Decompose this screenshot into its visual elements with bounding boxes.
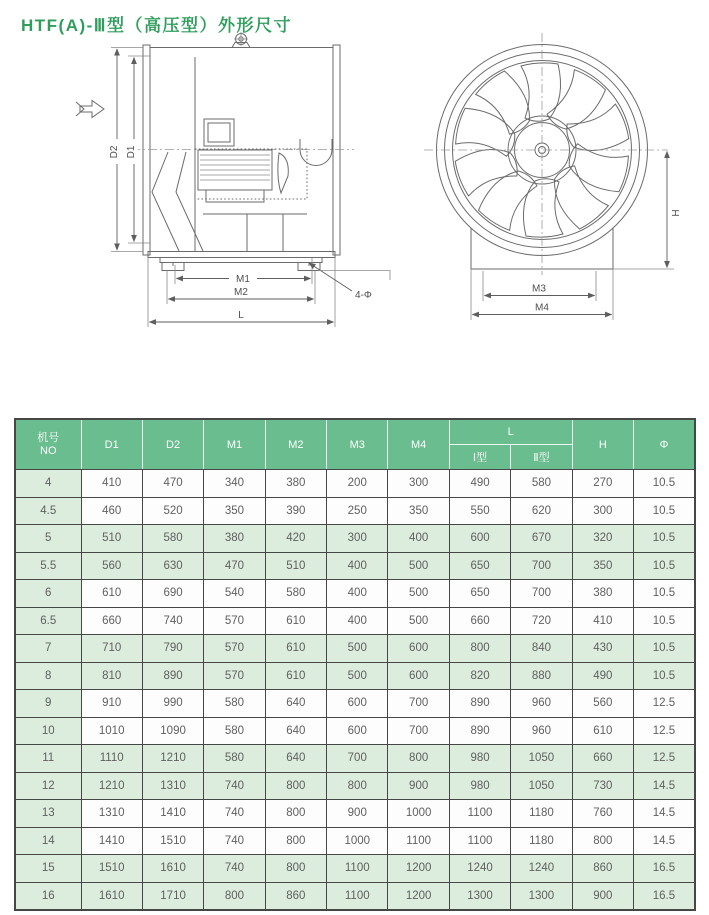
cell-fan-no: 8 [15,662,81,690]
cell-dimension: 890 [449,690,510,718]
cell-dimension: 10.5 [634,607,695,635]
cell-dimension: 250 [327,497,388,525]
cell-dimension: 300 [388,470,449,498]
airflow-arrow-icon [76,101,104,118]
header-d1: D1 [81,419,142,470]
cell-dimension: 610 [265,635,326,663]
header-m1: M1 [204,419,265,470]
cell-dimension: 500 [327,662,388,690]
cell-dimension: 610 [265,607,326,635]
cell-dimension: 600 [388,635,449,663]
cell-fan-no: 4 [15,470,81,498]
cell-dimension: 1510 [81,855,142,883]
cell-dimension: 1100 [327,882,388,910]
cell-dimension: 800 [265,855,326,883]
cell-dimension: 600 [327,717,388,745]
dim-label-m4: M4 [535,302,549,314]
cell-dimension: 12.5 [634,745,695,773]
cell-dimension: 1610 [142,855,203,883]
header-no: 机号 NO [15,419,81,470]
cell-dimension: 1100 [388,827,449,855]
cell-dimension: 1310 [142,772,203,800]
cell-dimension: 490 [572,662,633,690]
cell-dimension: 690 [142,580,203,608]
cell-dimension: 580 [265,580,326,608]
cell-dimension: 570 [204,662,265,690]
header-l: L [449,419,572,445]
cell-dimension: 740 [204,827,265,855]
header-m3: M3 [327,419,388,470]
cell-dimension: 1180 [511,800,572,828]
cell-dimension: 1200 [388,882,449,910]
dim-label-m2: M2 [234,287,248,298]
front-view-drawing [424,33,682,320]
cell-fan-no: 12 [15,772,81,800]
cell-dimension: 10.5 [634,662,695,690]
table-row [15,717,695,745]
cell-dimension: 400 [327,607,388,635]
table-row [15,772,695,800]
header-l-type2: Ⅱ型 [511,445,572,470]
cell-dimension: 660 [81,607,142,635]
cell-dimension: 410 [572,607,633,635]
cell-fan-no: 5.5 [15,552,81,580]
cell-dimension: 1100 [327,855,388,883]
cell-dimension: 1410 [81,827,142,855]
table-row [15,827,695,855]
table-row [15,470,695,498]
cell-dimension: 1200 [388,855,449,883]
cell-dimension: 760 [572,800,633,828]
cell-fan-no: 6.5 [15,607,81,635]
cell-dimension: 610 [81,580,142,608]
dim-label-d1: D1 [126,145,137,159]
cell-dimension: 860 [572,855,633,883]
cell-dimension: 740 [204,855,265,883]
cell-dimension: 580 [142,525,203,553]
cell-dimension: 400 [388,525,449,553]
cell-dimension: 10.5 [634,635,695,663]
cell-dimension: 900 [327,800,388,828]
cell-dimension: 1610 [81,882,142,910]
cell-dimension: 460 [81,497,142,525]
header-phi: Φ [634,419,695,470]
table-row [15,552,695,580]
cell-fan-no: 6 [15,580,81,608]
cell-dimension: 740 [204,800,265,828]
cell-dimension: 10.5 [634,497,695,525]
lifting-eye-icon [232,32,250,48]
cell-dimension: 700 [388,717,449,745]
cell-dimension: 560 [572,690,633,718]
cell-dimension: 380 [204,525,265,553]
cell-dimension: 890 [142,662,203,690]
cell-dimension: 1090 [142,717,203,745]
cell-dimension: 390 [265,497,326,525]
cell-dimension: 800 [388,745,449,773]
header-l-type1: Ⅰ型 [449,445,510,470]
cell-dimension: 720 [511,607,572,635]
table-row [15,497,695,525]
table-row [15,745,695,773]
cell-fan-no: 10 [15,717,81,745]
cell-dimension: 1300 [449,882,510,910]
cell-dimension: 700 [388,690,449,718]
cell-dimension: 510 [81,525,142,553]
table-row [15,855,695,883]
cell-dimension: 1710 [142,882,203,910]
cell-dimension: 550 [449,497,510,525]
cell-dimension: 500 [388,580,449,608]
cell-dimension: 800 [204,882,265,910]
cell-dimension: 340 [204,470,265,498]
cell-dimension: 1110 [81,745,142,773]
cell-dimension: 470 [204,552,265,580]
table-row [15,580,695,608]
cell-dimension: 520 [142,497,203,525]
cell-dimension: 790 [142,635,203,663]
cell-dimension: 270 [572,470,633,498]
dimension-table [14,418,696,911]
cell-dimension: 1100 [449,800,510,828]
cell-fan-no: 13 [15,800,81,828]
cell-dimension: 800 [572,827,633,855]
table-row [15,800,695,828]
cell-dimension: 600 [388,662,449,690]
cell-dimension: 400 [327,580,388,608]
cell-dimension: 14.5 [634,800,695,828]
cell-dimension: 630 [142,552,203,580]
cell-dimension: 510 [265,552,326,580]
cell-dimension: 300 [572,497,633,525]
cell-dimension: 1050 [511,745,572,773]
cell-dimension: 1010 [81,717,142,745]
cell-dimension: 670 [511,525,572,553]
cell-dimension: 1210 [81,772,142,800]
cell-dimension: 800 [265,772,326,800]
dim-label-h: H [671,209,682,217]
cell-dimension: 560 [81,552,142,580]
cell-dimension: 650 [449,552,510,580]
cell-dimension: 860 [265,882,326,910]
technical-drawing [0,0,709,375]
cell-fan-no: 7 [15,635,81,663]
cell-dimension: 12.5 [634,717,695,745]
cell-dimension: 980 [449,745,510,773]
cell-dimension: 990 [142,690,203,718]
cell-dimension: 1240 [449,855,510,883]
cell-dimension: 1000 [327,827,388,855]
cell-fan-no: 4.5 [15,497,81,525]
cell-dimension: 960 [511,690,572,718]
cell-dimension: 600 [449,525,510,553]
cell-dimension: 490 [449,470,510,498]
cell-dimension: 840 [511,635,572,663]
table-row [15,635,695,663]
cell-dimension: 1240 [511,855,572,883]
cell-dimension: 570 [204,635,265,663]
cell-dimension: 500 [388,607,449,635]
cell-dimension: 740 [142,607,203,635]
cell-dimension: 710 [81,635,142,663]
cell-dimension: 1300 [511,882,572,910]
cell-dimension: 320 [572,525,633,553]
cell-dimension: 470 [142,470,203,498]
cell-dimension: 1310 [81,800,142,828]
dimension-table-body [15,470,695,911]
header-d2: D2 [142,419,203,470]
header-m4: M4 [388,419,449,470]
cell-dimension: 660 [449,607,510,635]
cell-dimension: 300 [327,525,388,553]
cell-dimension: 820 [449,662,510,690]
motor-fins [200,155,270,180]
cell-fan-no: 15 [15,855,81,883]
cell-dimension: 1050 [511,772,572,800]
cell-dimension: 16.5 [634,882,695,910]
cell-dimension: 700 [511,580,572,608]
cell-dimension: 400 [327,552,388,580]
cell-dimension: 1210 [142,745,203,773]
cell-dimension: 12.5 [634,690,695,718]
cell-dimension: 1000 [388,800,449,828]
holes-label: 4-Φ [355,290,372,301]
cell-dimension: 200 [327,470,388,498]
cell-dimension: 1100 [449,827,510,855]
cell-fan-no: 16 [15,882,81,910]
cell-dimension: 800 [327,772,388,800]
header-m2: M2 [265,419,326,470]
cell-dimension: 500 [388,552,449,580]
cell-dimension: 14.5 [634,772,695,800]
table-row [15,525,695,553]
cell-dimension: 580 [204,690,265,718]
dim-label-m3: M3 [532,283,546,295]
cell-dimension: 900 [388,772,449,800]
cell-dimension: 810 [81,662,142,690]
cell-dimension: 700 [327,745,388,773]
cell-dimension: 410 [81,470,142,498]
cell-dimension: 380 [572,580,633,608]
page-title: HTF(A)-Ⅲ型（高压型）外形尺寸 [21,16,293,35]
cell-dimension: 980 [449,772,510,800]
cell-dimension: 580 [511,470,572,498]
cell-dimension: 880 [511,662,572,690]
cell-dimension: 10.5 [634,552,695,580]
cell-dimension: 700 [511,552,572,580]
cell-dimension: 890 [449,717,510,745]
cell-fan-no: 14 [15,827,81,855]
cell-dimension: 14.5 [634,827,695,855]
side-view-drawing [76,32,390,327]
cell-dimension: 730 [572,772,633,800]
cell-dimension: 610 [265,662,326,690]
cell-dimension: 430 [572,635,633,663]
cell-dimension: 640 [265,745,326,773]
cell-fan-no: 9 [15,690,81,718]
cell-dimension: 580 [204,745,265,773]
cell-dimension: 350 [572,552,633,580]
dim-label-l: L [238,310,244,321]
header-h: H [572,419,633,470]
cell-dimension: 960 [511,717,572,745]
cell-dimension: 500 [327,635,388,663]
cell-dimension: 16.5 [634,855,695,883]
cell-dimension: 540 [204,580,265,608]
cell-fan-no: 11 [15,745,81,773]
cell-dimension: 580 [204,717,265,745]
cell-dimension: 10.5 [634,470,695,498]
cell-dimension: 800 [265,827,326,855]
cell-dimension: 350 [388,497,449,525]
table-row [15,662,695,690]
cell-dimension: 650 [449,580,510,608]
cell-dimension: 740 [204,772,265,800]
dim-label-d2: D2 [109,145,120,159]
cell-dimension: 10.5 [634,580,695,608]
cell-dimension: 900 [572,882,633,910]
cell-dimension: 640 [265,717,326,745]
table-header [15,419,695,470]
table-row [15,690,695,718]
cell-dimension: 10.5 [634,525,695,553]
cell-dimension: 1410 [142,800,203,828]
cell-dimension: 1510 [142,827,203,855]
cell-dimension: 420 [265,525,326,553]
cell-fan-no: 5 [15,525,81,553]
table-row [15,882,695,910]
cell-dimension: 600 [327,690,388,718]
dim-label-m1: M1 [236,274,250,285]
table-row [15,607,695,635]
cell-dimension: 570 [204,607,265,635]
cell-dimension: 610 [572,717,633,745]
cell-dimension: 380 [265,470,326,498]
cell-dimension: 350 [204,497,265,525]
cell-dimension: 1180 [511,827,572,855]
cell-dimension: 800 [449,635,510,663]
cell-dimension: 910 [81,690,142,718]
cell-dimension: 620 [511,497,572,525]
cell-dimension: 660 [572,745,633,773]
cell-dimension: 800 [265,800,326,828]
cell-dimension: 640 [265,690,326,718]
